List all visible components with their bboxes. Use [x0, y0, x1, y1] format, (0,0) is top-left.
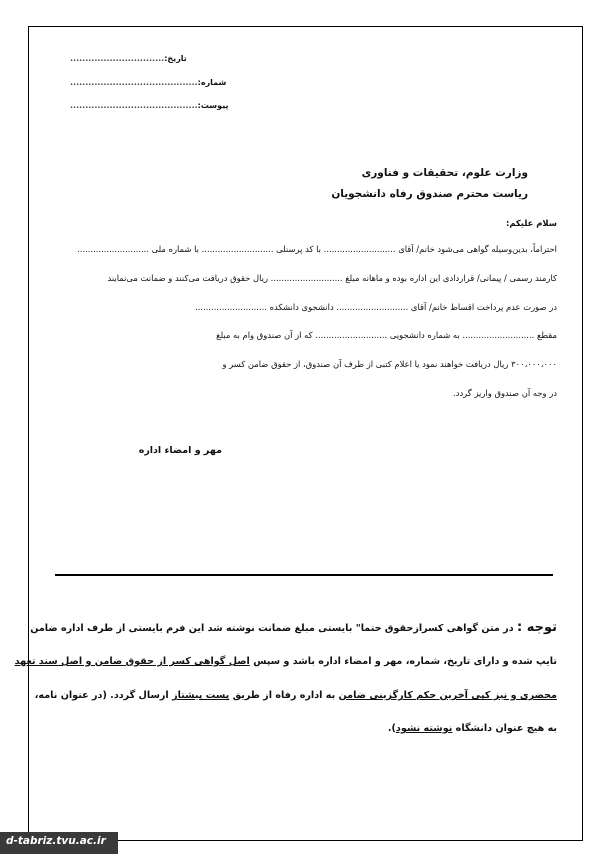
- body-line-5: ۳۰۰،۰۰۰،۰۰۰ ریال دریافت خواهند نمود یا اعلام کتبی از طرف آن صندوق، از حقوق ضامن کسر و: [222, 359, 557, 369]
- note-line-3-text-b: به اداره رفاه از طریق: [229, 690, 339, 701]
- note-lead: توجه :: [516, 620, 557, 635]
- number-label: شماره:: [197, 78, 227, 87]
- note-line-4-text-a: به هیچ عنوان دانشگاه: [452, 723, 557, 734]
- watermark-text: d-tabriz.tvu.ac.ir: [6, 835, 106, 847]
- note-line-1-text: در متن گواهی کسرازحقوق حتما" بایستی مبلغ ضمانت نوشته شد این فرم بایستی از طرف اداره ضامن: [30, 623, 517, 634]
- attachment-dots: ..........................................: [70, 101, 198, 110]
- recipient-fund: ریاست محترم صندوق رفاه دانشجویان: [331, 188, 528, 200]
- attachment-field: [70, 101, 228, 110]
- note-line-3-text-d: ارسال گردد. (در عنوان نامه،: [34, 690, 173, 701]
- note-line-3: [35, 690, 557, 701]
- number-field: [70, 78, 226, 87]
- greeting: سلام علیکم:: [506, 218, 557, 228]
- note-line-3-underlined-c: پست پیشتاز: [172, 690, 230, 701]
- recipient-ministry: وزارت علوم، تحقیقات و فناوری: [361, 167, 528, 179]
- attachment-label: پیوست:: [197, 101, 229, 110]
- note-line-2-text: تایپ شده و دارای تاریخ، شماره، مهر و امضاء اداره باشد و سپس: [249, 656, 557, 667]
- signature-label: مهر و امضاء اداره: [138, 445, 222, 456]
- separator-line: [55, 574, 553, 576]
- note-line-3-underlined-a: محضری و نیز کپی آخرین حکم کارگزینی ضامن: [338, 690, 557, 701]
- date-field: [70, 54, 187, 63]
- number-dots: ..........................................: [70, 78, 198, 87]
- note-line-1: [30, 620, 557, 635]
- body-line-2: کارمند رسمی / پیمانی/ قراردادی این اداره بوده و ماهانه مبلغ ........................... ریال حقوق دریافت می‌کنند و ضمانت می‌نمایند: [107, 273, 557, 283]
- date-dots: ...............................: [70, 54, 165, 63]
- letter-page: [28, 26, 583, 841]
- note-line-2: [15, 656, 557, 667]
- body-line-4: مقطع ........................... به شماره دانشجویی ........................... که از آن صندوق وام به مبلغ: [216, 330, 557, 340]
- body-line-1: احتراماً، بدین‌وسیله گواهی می‌شود خانم/ آقای ........................... با کد پرسنلی ........................... با شماره ملی ...........................: [77, 244, 557, 254]
- note-line-4: [388, 723, 557, 734]
- note-line-4-text-c: ).: [387, 723, 396, 734]
- note-line-2-underlined: اصل گواهی کسر از حقوق ضامن و اصل سند تعهد: [14, 656, 250, 667]
- note-line-4-underlined: نوشته نشود: [395, 723, 453, 734]
- date-label: تاریخ:: [164, 54, 187, 63]
- body-line-3: در صورت عدم پرداخت اقساط خانم/ آقای ........................... دانشجوی دانشکده ...........................: [195, 302, 557, 312]
- body-line-6: در وجه آن صندوق واریز گردد.: [453, 388, 557, 398]
